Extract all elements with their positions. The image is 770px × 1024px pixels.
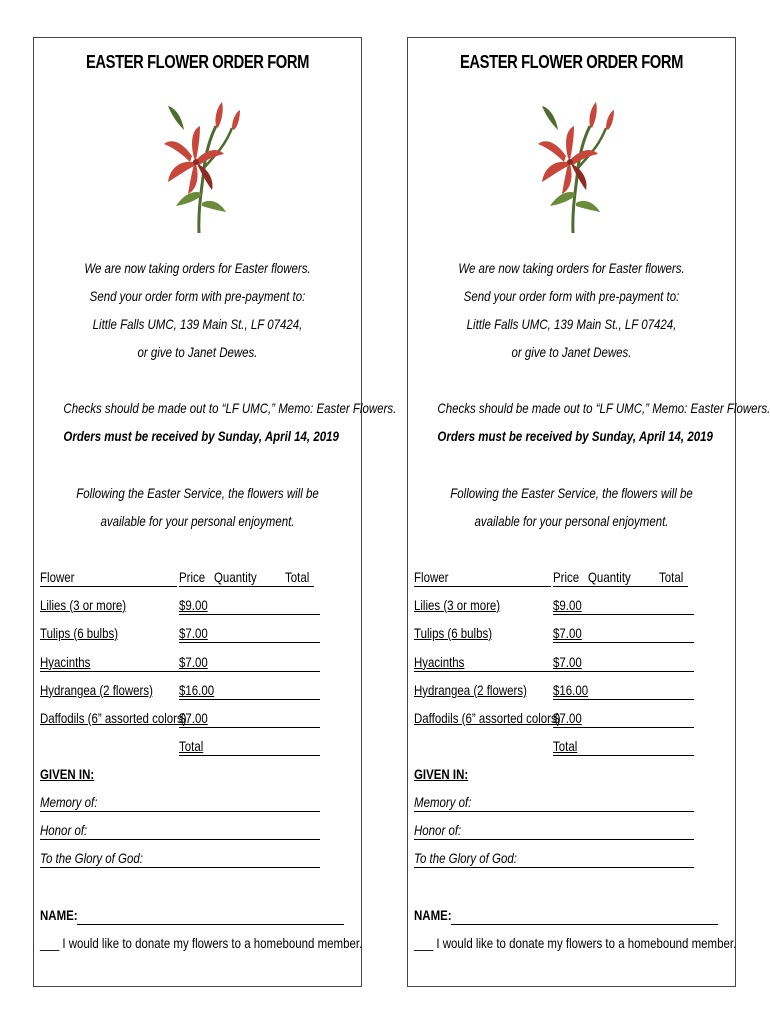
table-row-price: $9.00 — [553, 597, 582, 613]
intro-line-1: We are now taking orders for Easter flowers. — [458, 260, 685, 276]
intro-line-3: Little Falls UMC, 139 Main St., LF 07424, — [92, 316, 303, 332]
table-row-price: $16.00 — [553, 682, 589, 698]
table-header — [40, 569, 74, 585]
glory-field[interactable] — [40, 867, 320, 868]
honor-of-field[interactable] — [40, 839, 320, 840]
table-row-price: $7.00 — [179, 710, 208, 726]
lily-flower-icon — [154, 98, 244, 233]
table-row-flower: Daffodils (6” assorted colors) — [40, 710, 187, 726]
glory-label: To the Glory of God: — [40, 850, 143, 866]
lily-flower-icon — [528, 98, 618, 233]
following-line-2: available for your personal enjoyment. — [474, 513, 669, 529]
deadline-line: Orders must be received by Sunday, April 14, 2019 — [437, 428, 713, 444]
quantity-total-field[interactable] — [553, 614, 694, 615]
table-row-flower: Hyacinths — [414, 654, 465, 670]
quantity-total-field[interactable] — [179, 614, 320, 615]
given-in-heading: GIVEN IN: — [414, 766, 469, 782]
intro-line-3: Little Falls UMC, 139 Main St., LF 07424, — [466, 316, 677, 332]
header-price: Price — [179, 569, 206, 585]
following-line-1: Following the Easter Service, the flowers will be — [76, 485, 319, 501]
table-row-price: $9.00 — [179, 597, 208, 613]
deadline-line: Orders must be received by Sunday, April 14, 2019 — [63, 428, 339, 444]
name-field[interactable] — [451, 924, 718, 925]
header-total: Total — [285, 569, 310, 585]
header-quantity: Quantity — [214, 569, 257, 585]
checks-line: Checks should be made out to “LF UMC,” Memo: Easter Flowers. — [437, 400, 770, 416]
total-label: Total — [553, 738, 578, 754]
table-row-flower: Daffodils (6” assorted colors) — [414, 710, 561, 726]
form-title: EASTER FLOWER ORDER FORM — [85, 52, 310, 72]
table-row-price: $16.00 — [179, 682, 215, 698]
intro-line-4: or give to Janet Dewes. — [137, 344, 258, 360]
honor-of-field[interactable] — [414, 839, 694, 840]
given-in-heading: GIVEN IN: — [40, 766, 95, 782]
glory-field[interactable] — [414, 867, 694, 868]
honor-of-label: Honor of: — [414, 822, 462, 838]
name-label: NAME: — [414, 907, 452, 923]
intro-line-1: We are now taking orders for Easter flowers. — [84, 260, 311, 276]
header-price: Price — [553, 569, 580, 585]
order-form-right — [407, 37, 770, 987]
table-row-flower: Hydrangea (2 flowers) — [414, 682, 527, 698]
quantity-total-field[interactable] — [553, 642, 694, 643]
quantity-total-field[interactable] — [414, 671, 694, 672]
table-row-flower: Hydrangea (2 flowers) — [40, 682, 153, 698]
quantity-total-field[interactable] — [179, 699, 320, 700]
following-line-2: available for your personal enjoyment. — [100, 513, 295, 529]
table-row-flower: Tulips (6 bulbs) — [414, 625, 493, 641]
table-row-price: $7.00 — [179, 625, 208, 641]
quantity-total-field[interactable] — [553, 699, 694, 700]
table-row-price: $7.00 — [179, 654, 208, 670]
table-row-price: $7.00 — [553, 710, 582, 726]
total-label: Total — [179, 738, 204, 754]
header-quantity: Quantity — [588, 569, 631, 585]
memory-of-label: Memory of: — [414, 794, 472, 810]
grand-total-field[interactable] — [179, 755, 320, 756]
honor-of-label: Honor of: — [40, 822, 88, 838]
quantity-total-field[interactable] — [179, 727, 320, 728]
table-row-flower: Hyacinths — [40, 654, 91, 670]
checks-line: Checks should be made out to “LF UMC,” Memo: Easter Flowers. — [63, 400, 397, 416]
form-title: EASTER FLOWER ORDER FORM — [459, 52, 684, 72]
header-flower: Flower — [414, 569, 449, 585]
table-row-flower: Tulips (6 bulbs) — [40, 625, 119, 641]
quantity-total-field[interactable] — [40, 671, 320, 672]
table-row-price: $7.00 — [553, 654, 582, 670]
name-label: NAME: — [40, 907, 78, 923]
memory-of-label: Memory of: — [40, 794, 98, 810]
table-row-flower: Lilies (3 or more) — [414, 597, 501, 613]
memory-of-field[interactable] — [414, 811, 694, 812]
grand-total-field[interactable] — [553, 755, 694, 756]
quantity-total-field[interactable] — [553, 727, 694, 728]
intro-line-2: Send your order form with pre-payment to: — [89, 288, 306, 304]
table-row-price: $7.00 — [553, 625, 582, 641]
following-line-1: Following the Easter Service, the flowers will be — [450, 485, 693, 501]
intro-line-2: Send your order form with pre-payment to: — [463, 288, 680, 304]
name-field[interactable] — [77, 924, 344, 925]
donate-line: ___ I would like to donate my flowers to a homebound member. — [414, 935, 737, 951]
donate-line: ___ I would like to donate my flowers to a homebound member. — [40, 935, 363, 951]
memory-of-field[interactable] — [40, 811, 320, 812]
order-form-left — [33, 37, 397, 987]
header-total: Total — [659, 569, 684, 585]
glory-label: To the Glory of God: — [414, 850, 517, 866]
table-row-flower: Lilies (3 or more) — [40, 597, 127, 613]
quantity-total-field[interactable] — [179, 642, 320, 643]
intro-line-4: or give to Janet Dewes. — [511, 344, 632, 360]
header-flower: Flower — [40, 569, 75, 585]
